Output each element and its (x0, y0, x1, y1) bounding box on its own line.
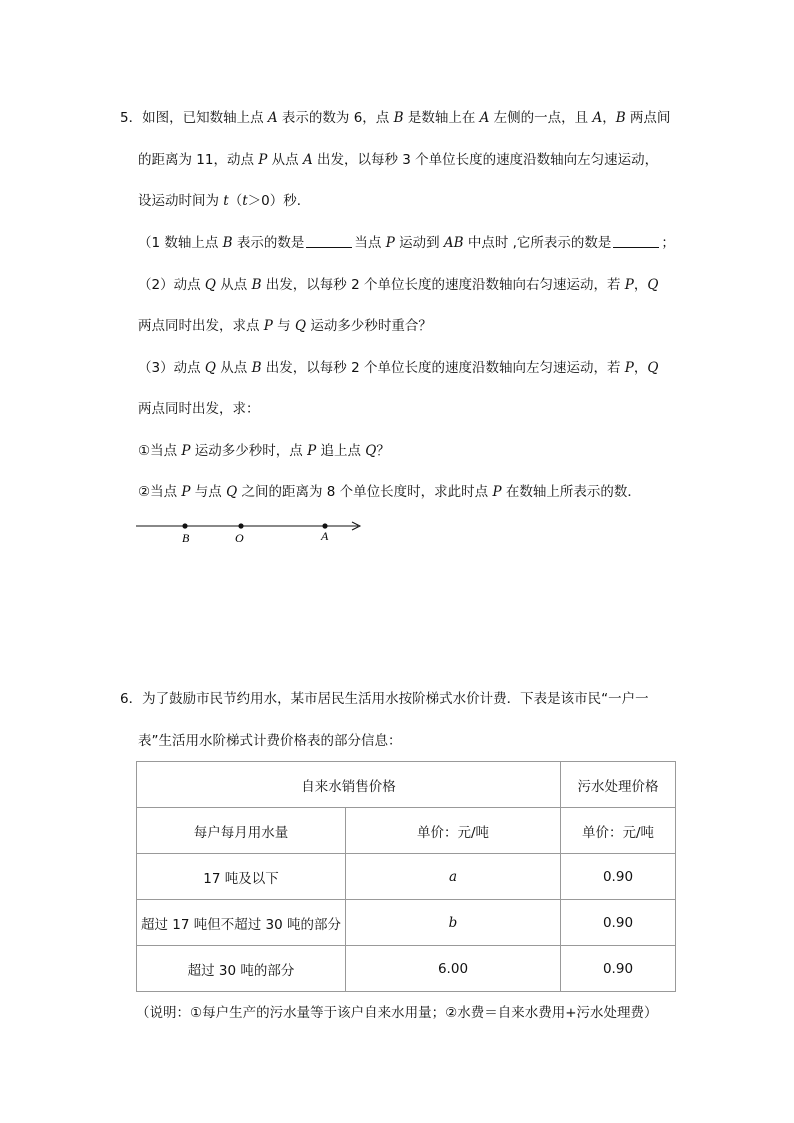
q5-line-2: 的距离为 11，动点 P 从点 A 出发，以每秒 3 个单位长度的速度沿数轴向左匀速运动， (138, 152, 659, 168)
table-row (137, 854, 676, 900)
q6-note: （说明：①每户生产的污水量等于该户自来水用量；②水费＝自来水费用+污水处理费） (136, 1005, 658, 1021)
subheader-sewage-price: 单价：元/吨 (561, 808, 676, 854)
table-cell: 0.90 (561, 854, 676, 900)
header-right: 污水处理价格 (561, 762, 676, 808)
number-line (134, 516, 366, 546)
label-a: A (321, 529, 329, 543)
subheader-unit-price: 单价：元/吨 (346, 808, 561, 854)
table-cell: 超过 17 吨但不超过 30 吨的部分 (137, 900, 346, 946)
answer-blank-2 (613, 235, 659, 248)
table-row (137, 900, 676, 946)
q5-sub-2: ②当点 P 与点 Q 之间的距离为 8 个单位长度时，求此时点 P 在数轴上所表示的数． (138, 484, 641, 500)
q6-line-2: 表”生活用水阶梯式计费价格表的部分信息： (138, 733, 402, 749)
table-cell: 6.00 (346, 946, 561, 992)
point-b (182, 523, 187, 528)
q6-line-1: 6．为了鼓励市民节约用水，某市居民生活用水按阶梯式水价计费．下表是该市民“一户一 (120, 691, 649, 707)
q5-line-3: 设运动时间为 t（t＞0）秒． (138, 193, 311, 209)
header-left: 自来水销售价格 (137, 762, 561, 808)
table-cell: 17 吨及以下 (137, 854, 346, 900)
label-o: O (235, 531, 244, 545)
table-header-row (137, 762, 676, 808)
q5-part-3b: 两点同时出发，求： (138, 401, 260, 417)
q5-sub-1: ①当点 P 运动多少秒时，点 P 追上点 Q？ (138, 443, 390, 459)
table-cell: b (346, 900, 561, 946)
q5-part-3a: （3）动点 Q 从点 B 出发，以每秒 2 个单位长度的速度沿数轴向左匀速运动，若 P，Q (138, 360, 659, 376)
q5-line-1: 5．如图，已知数轴上点 A 表示的数为 6，点 B 是数轴上在 A 左侧的一点，且 A，B 两点间 (120, 110, 671, 126)
label-b: B (182, 531, 190, 545)
subheader-usage: 每户每月用水量 (137, 808, 346, 854)
q5-part-1: （1 数轴上点 B 表示的数是 当点 P 运动到 AB 中点时 ,它所表示的数是 ； (138, 235, 675, 251)
q5-part-2b: 两点同时出发，求点 P 与 Q 运动多少秒时重合？ (138, 318, 432, 334)
table-cell: a (346, 854, 561, 900)
table-cell: 超过 30 吨的部分 (137, 946, 346, 992)
point-o (238, 523, 243, 528)
table-cell: 0.90 (561, 946, 676, 992)
water-price-table (136, 761, 676, 992)
table-cell: 0.90 (561, 900, 676, 946)
table-subheader-row (137, 808, 676, 854)
q5-part-2a: （2）动点 Q 从点 B 出发，以每秒 2 个单位长度的速度沿数轴向右匀速运动，若 P，Q (138, 277, 659, 293)
point-a (322, 523, 327, 528)
table-row (137, 946, 676, 992)
answer-blank-1 (306, 235, 352, 248)
